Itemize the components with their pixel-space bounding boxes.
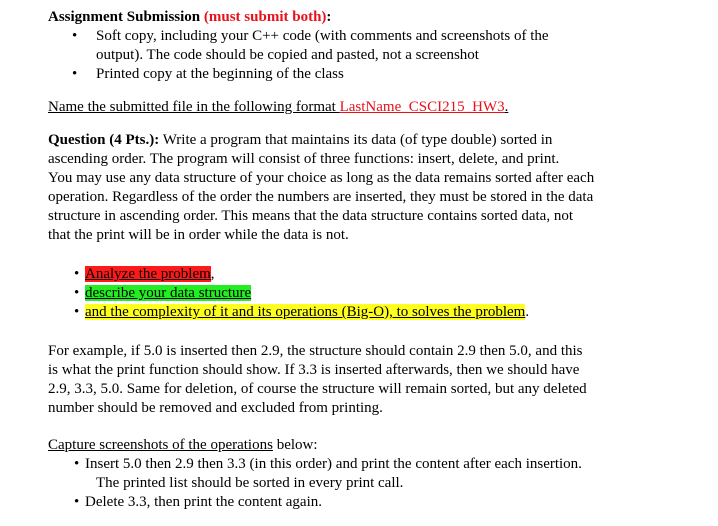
question-paragraph <box>48 131 633 245</box>
capture-heading-underlined: Capture screenshots of the operations <box>48 437 273 453</box>
example-line-3: 2.9, 3.3, 5.0. Same for deletion, of course the structure will remain sorted, but any deleted <box>48 381 587 397</box>
bullet-icon: • <box>74 494 80 510</box>
soft-copy-line-2: output). The code should be copied and pasted, not a screenshot <box>96 47 479 63</box>
naming-suffix: . <box>504 99 509 115</box>
submission-item-printed-copy <box>48 65 633 84</box>
bullet-icon: • <box>74 304 80 320</box>
submission-list <box>48 27 633 84</box>
soft-copy-line-1: Soft copy, including your C++ code (with comments and screenshots of the <box>96 28 549 44</box>
requirement-data-structure <box>48 284 633 303</box>
bullet-icon: • <box>72 66 78 82</box>
submission-heading <box>48 8 633 27</box>
file-name-format: LastName_CSCI215_HW3 <box>339 99 505 115</box>
question-line-6: that the print will be in order while the data is not. <box>48 227 349 243</box>
capture-item-delete <box>48 493 633 512</box>
example-paragraph <box>48 342 633 418</box>
example-line-2: is what the print function should show. If 3.3 is inserted afterwards, then we should have <box>48 362 580 378</box>
naming-prefix: Name the submitted file in the following format <box>48 99 340 115</box>
delete-instruction: Delete 3.3, then print the content again. <box>85 494 323 510</box>
assignment-document <box>48 8 633 512</box>
question-line-3: You may use any data structure of your choice as long as the data remains sorted after each <box>48 170 595 186</box>
complexity-text: and the complexity of it and its operations (Big-O), to solves the problem <box>85 304 526 320</box>
capture-list <box>48 455 633 512</box>
example-line-4: number should be removed and excluded from printing. <box>48 400 383 416</box>
bullet-icon: • <box>74 456 80 472</box>
submission-heading-colon: : <box>326 9 332 25</box>
capture-heading-rest: below: <box>272 437 318 453</box>
question-line-5: structure in ascending order. This means that the data structure contains sorted data, not <box>48 208 573 224</box>
requirement-analyze <box>48 265 633 284</box>
submission-heading-prefix: Assignment Submission <box>48 9 204 25</box>
question-label: Question (4 Pts.): <box>48 132 160 148</box>
question-line-2: ascending order. The program will consist of three functions: insert, delete, and print. <box>48 151 560 167</box>
printed-copy-text: Printed copy at the beginning of the class <box>96 66 344 82</box>
requirement-complexity <box>48 303 633 322</box>
capture-item-insert <box>48 455 633 474</box>
example-line-1: For example, if 5.0 is inserted then 2.9, the structure should contain 2.9 then 5.0, and this <box>48 343 583 359</box>
insert-instruction-line-2: The printed list should be sorted in every print call. <box>96 475 404 491</box>
bullet-icon: • <box>72 28 78 44</box>
must-submit-both: (must submit both) <box>203 9 327 25</box>
capture-heading <box>48 436 633 455</box>
bullet-icon: • <box>74 285 80 301</box>
file-naming-instruction <box>48 98 633 117</box>
question-line-1: Write a program that maintains its data (of type double) sorted in <box>159 132 553 148</box>
analyze-problem-text: Analyze the problem <box>85 266 211 282</box>
describe-data-structure-text: describe your data structure <box>85 285 252 301</box>
submission-item-soft-copy <box>48 27 633 65</box>
complexity-period: . <box>525 304 530 320</box>
requirements-list <box>48 265 633 322</box>
analyze-problem-comma: , <box>210 266 215 282</box>
bullet-icon: • <box>74 266 80 282</box>
capture-item-insert-continuation <box>48 474 633 493</box>
question-line-4: operation. Regardless of the order the numbers are inserted, they must be stored in the data <box>48 189 594 205</box>
insert-instruction-line-1: Insert 5.0 then 2.9 then 3.3 (in this order) and print the content after each insertion. <box>85 456 582 472</box>
